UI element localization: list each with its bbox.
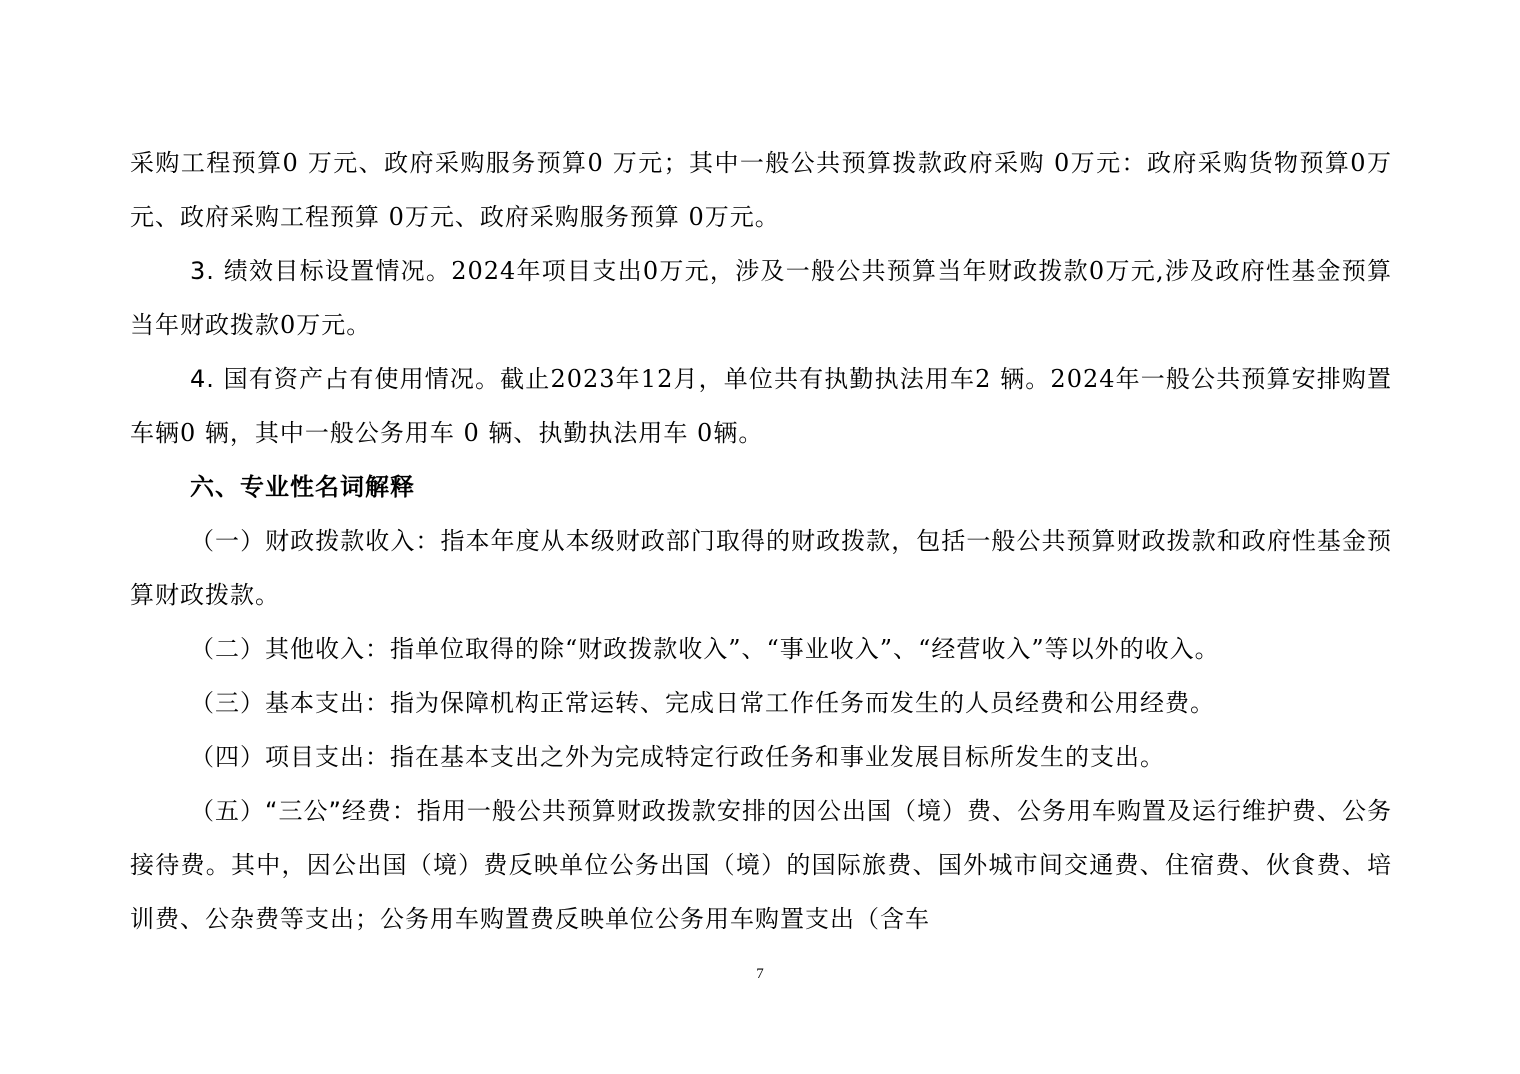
definition-term: （五）“三公”经费： xyxy=(190,797,417,825)
definition-text: 指单位取得的除“财政拨款收入”、“事业收入”、“经营收入”等以外的收入。 xyxy=(390,635,1220,663)
document-body xyxy=(130,136,1392,946)
paragraph-state-assets xyxy=(130,352,1392,460)
definition-text: 指本年度从本级财政部门取得的财政拨款，包括一般公共预算财政拨款和政府性基金预算财政拨款。 xyxy=(130,527,1393,609)
paragraph-performance-goals xyxy=(130,244,1392,352)
definition-term: （一）财政拨款收入： xyxy=(190,527,441,555)
paragraph-lead: 4. 国有资产占有使用情况。 xyxy=(190,365,501,393)
paragraph-lead: 3. 绩效目标设置情况。 xyxy=(190,257,452,285)
definition-term: （四）项目支出： xyxy=(190,743,390,771)
definition-three-public-funds xyxy=(130,784,1392,946)
paragraph-text: 2024年项目支出0万元，涉及一般公共预算当年财政拨款0万元,涉及政府性基金预算当年财政拨款0万元。 xyxy=(130,257,1392,339)
definition-text: 指用一般公共预算财政拨款安排的因公出国（境）费、公务用车购置及运行维护费、公务接待费。其中，因公出国（境）费反映单位公务出国（境）的国际旅费、国外城市间交通费、住宿费、伙食费、培训费、公杂费等支出；公务用车购置费反映单位公务用车购置支出（含车 xyxy=(130,797,1393,933)
definition-term: （二）其他收入： xyxy=(190,635,390,663)
section-heading: 六、专业性名词解释 xyxy=(190,473,415,501)
page-number: 7 xyxy=(756,966,764,982)
paragraph-text: 截止2023年12月，单位共有执勤执法用车2 辆。2024年一般公共预算安排购置车辆0 辆，其中一般公务用车 0 辆、执勤执法用车 0辆。 xyxy=(130,365,1392,447)
paragraph-procurement-continued xyxy=(130,136,1392,244)
definition-fiscal-appropriation-income xyxy=(130,514,1392,622)
definition-basic-expenditure xyxy=(130,676,1392,730)
definition-text: 指在基本支出之外为完成特定行政任务和事业发展目标所发生的支出。 xyxy=(390,743,1165,771)
definition-text: 指为保障机构正常运转、完成日常工作任务而发生的人员经费和公用经费。 xyxy=(390,689,1215,717)
paragraph-text: 采购工程预算0 万元、政府采购服务预算0 万元；其中一般公共预算拨款政府采购 0万元：政府采购货物预算0万元、政府采购工程预算 0万元、政府采购服务预算 0万元。 xyxy=(130,149,1392,231)
definition-term: （三）基本支出： xyxy=(190,689,390,717)
definition-project-expenditure xyxy=(130,730,1392,784)
definition-other-income xyxy=(130,622,1392,676)
